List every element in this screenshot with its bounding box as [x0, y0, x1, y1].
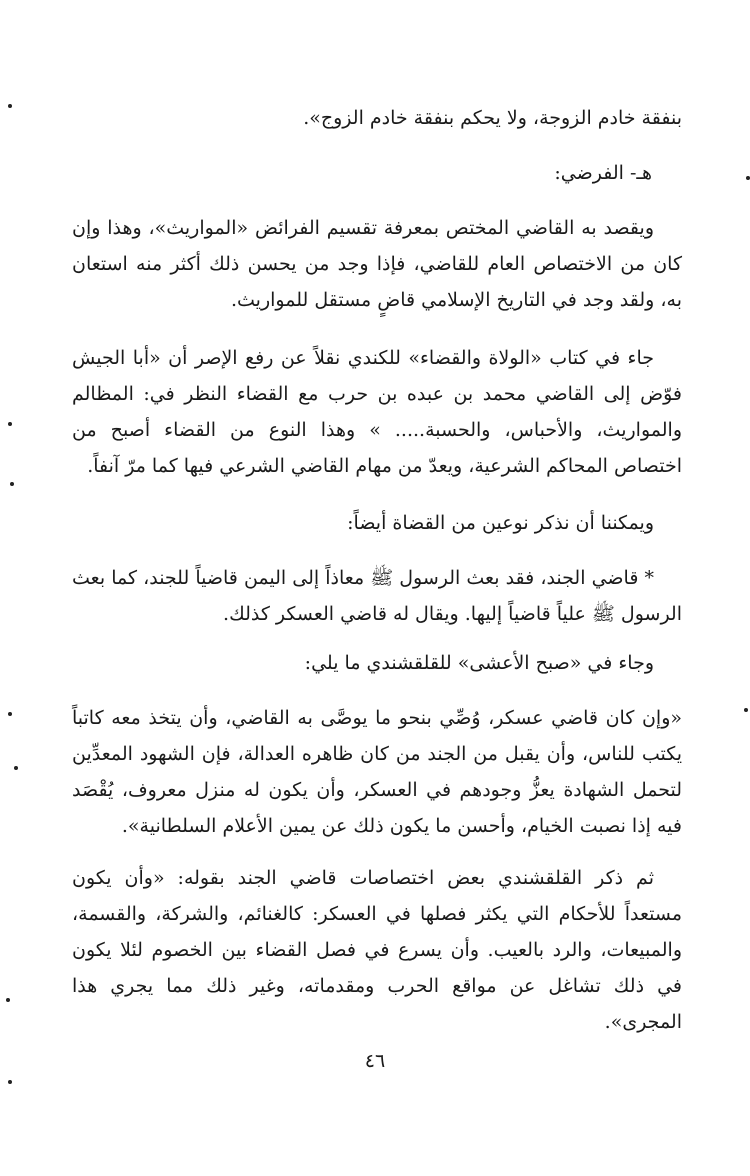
paragraph-subh-alasha-quote: «وإن كان قاضي عسكر، وُصِّي بنحو ما يوصَّى به القاضي، وأن يتخذ معه كاتباً يكتب للناس، وأن يقبل من الجند من كان ظاهره العدالة، فإن الشهود المعدِّين لتحمل الشهادة يعزُّ وجودهم في العسكر، وأن يكون له منزل معروف، يُقْصَد فيه إذا نصبت الخيام، وأحسن ما يكون ذلك عن يمين الأعلام السلطانية». — [72, 707, 682, 837]
paragraph-continuation: بنفقة خادم الزوجة، ولا يحكم بنفقة خادم الزوج». — [303, 107, 682, 129]
scan-speck — [744, 708, 748, 712]
scan-speck — [6, 998, 10, 1002]
paragraph-kindi-quote: جاء في كتاب «الولاة والقضاء» للكندي نقلاً عن رفع الإصر أن «أبا الجيش فوّض إلى القاضي محمد بن عبده بن حرب مع القضاء النظر في: المظالم والمواريث، والأحباس، والحسبة..... » وهذا النوع من القضاء أصبح من اختصاص المحاكم الشرعية، ويعدّ من مهام القاضي الشرعي فيها كما مرّ آنفاً. — [72, 347, 682, 477]
scan-speck — [8, 1080, 12, 1084]
scan-speck — [8, 104, 12, 108]
paragraph-army-judge: * قاضي الجند، فقد بعث الرسول ﷺ معاذاً إلى اليمن قاضياً للجند، كما بعث الرسول ﷺ علياً قاضياً إليها. ويقال له قاضي العسكر كذلك. — [72, 567, 682, 625]
paragraph-subh-alasha-intro: وجاء في «صبح الأعشى» للقلقشندي ما يلي: — [304, 652, 654, 674]
section-heading-faradi — [72, 155, 682, 191]
section-heading-text: هـ- الفرضي: — [554, 162, 652, 184]
paragraph-army-judge-duties: ثم ذكر القلقشندي بعض اختصاصات قاضي الجند بقوله: «وأن يكون مستعداً للأحكام التي يكثر فصلها في العسكر: كالغنائم، والشركة، والقسمة، والمبيعات، والرد بالعيب. وأن يسرع في فصل القضاء بين الخصوم لئلا يكون في ذلك تشاغل عن مواقع الحرب ومقدماته، وغير ذلك مما يجري هذا المجرى». — [72, 867, 682, 1033]
page-number: ٤٦ — [364, 1050, 386, 1072]
scan-speck — [8, 712, 12, 716]
scan-speck — [746, 176, 750, 180]
scan-speck — [10, 482, 14, 486]
paragraph-faradi-definition: ويقصد به القاضي المختص بمعرفة تقسيم الفرائض «المواريث»، وهذا وإن كان من الاختصاص العام للقاضي، فإذا وجد من يحسن ذلك أكثر منه استعان به، ولقد وجد في التاريخ الإسلامي قاضٍ مستقل للمواريث. — [72, 217, 682, 311]
scan-speck — [8, 422, 12, 426]
scan-speck — [14, 766, 18, 770]
paragraph-two-types-intro: ويمكننا أن نذكر نوعين من القضاة أيضاً: — [347, 512, 654, 534]
